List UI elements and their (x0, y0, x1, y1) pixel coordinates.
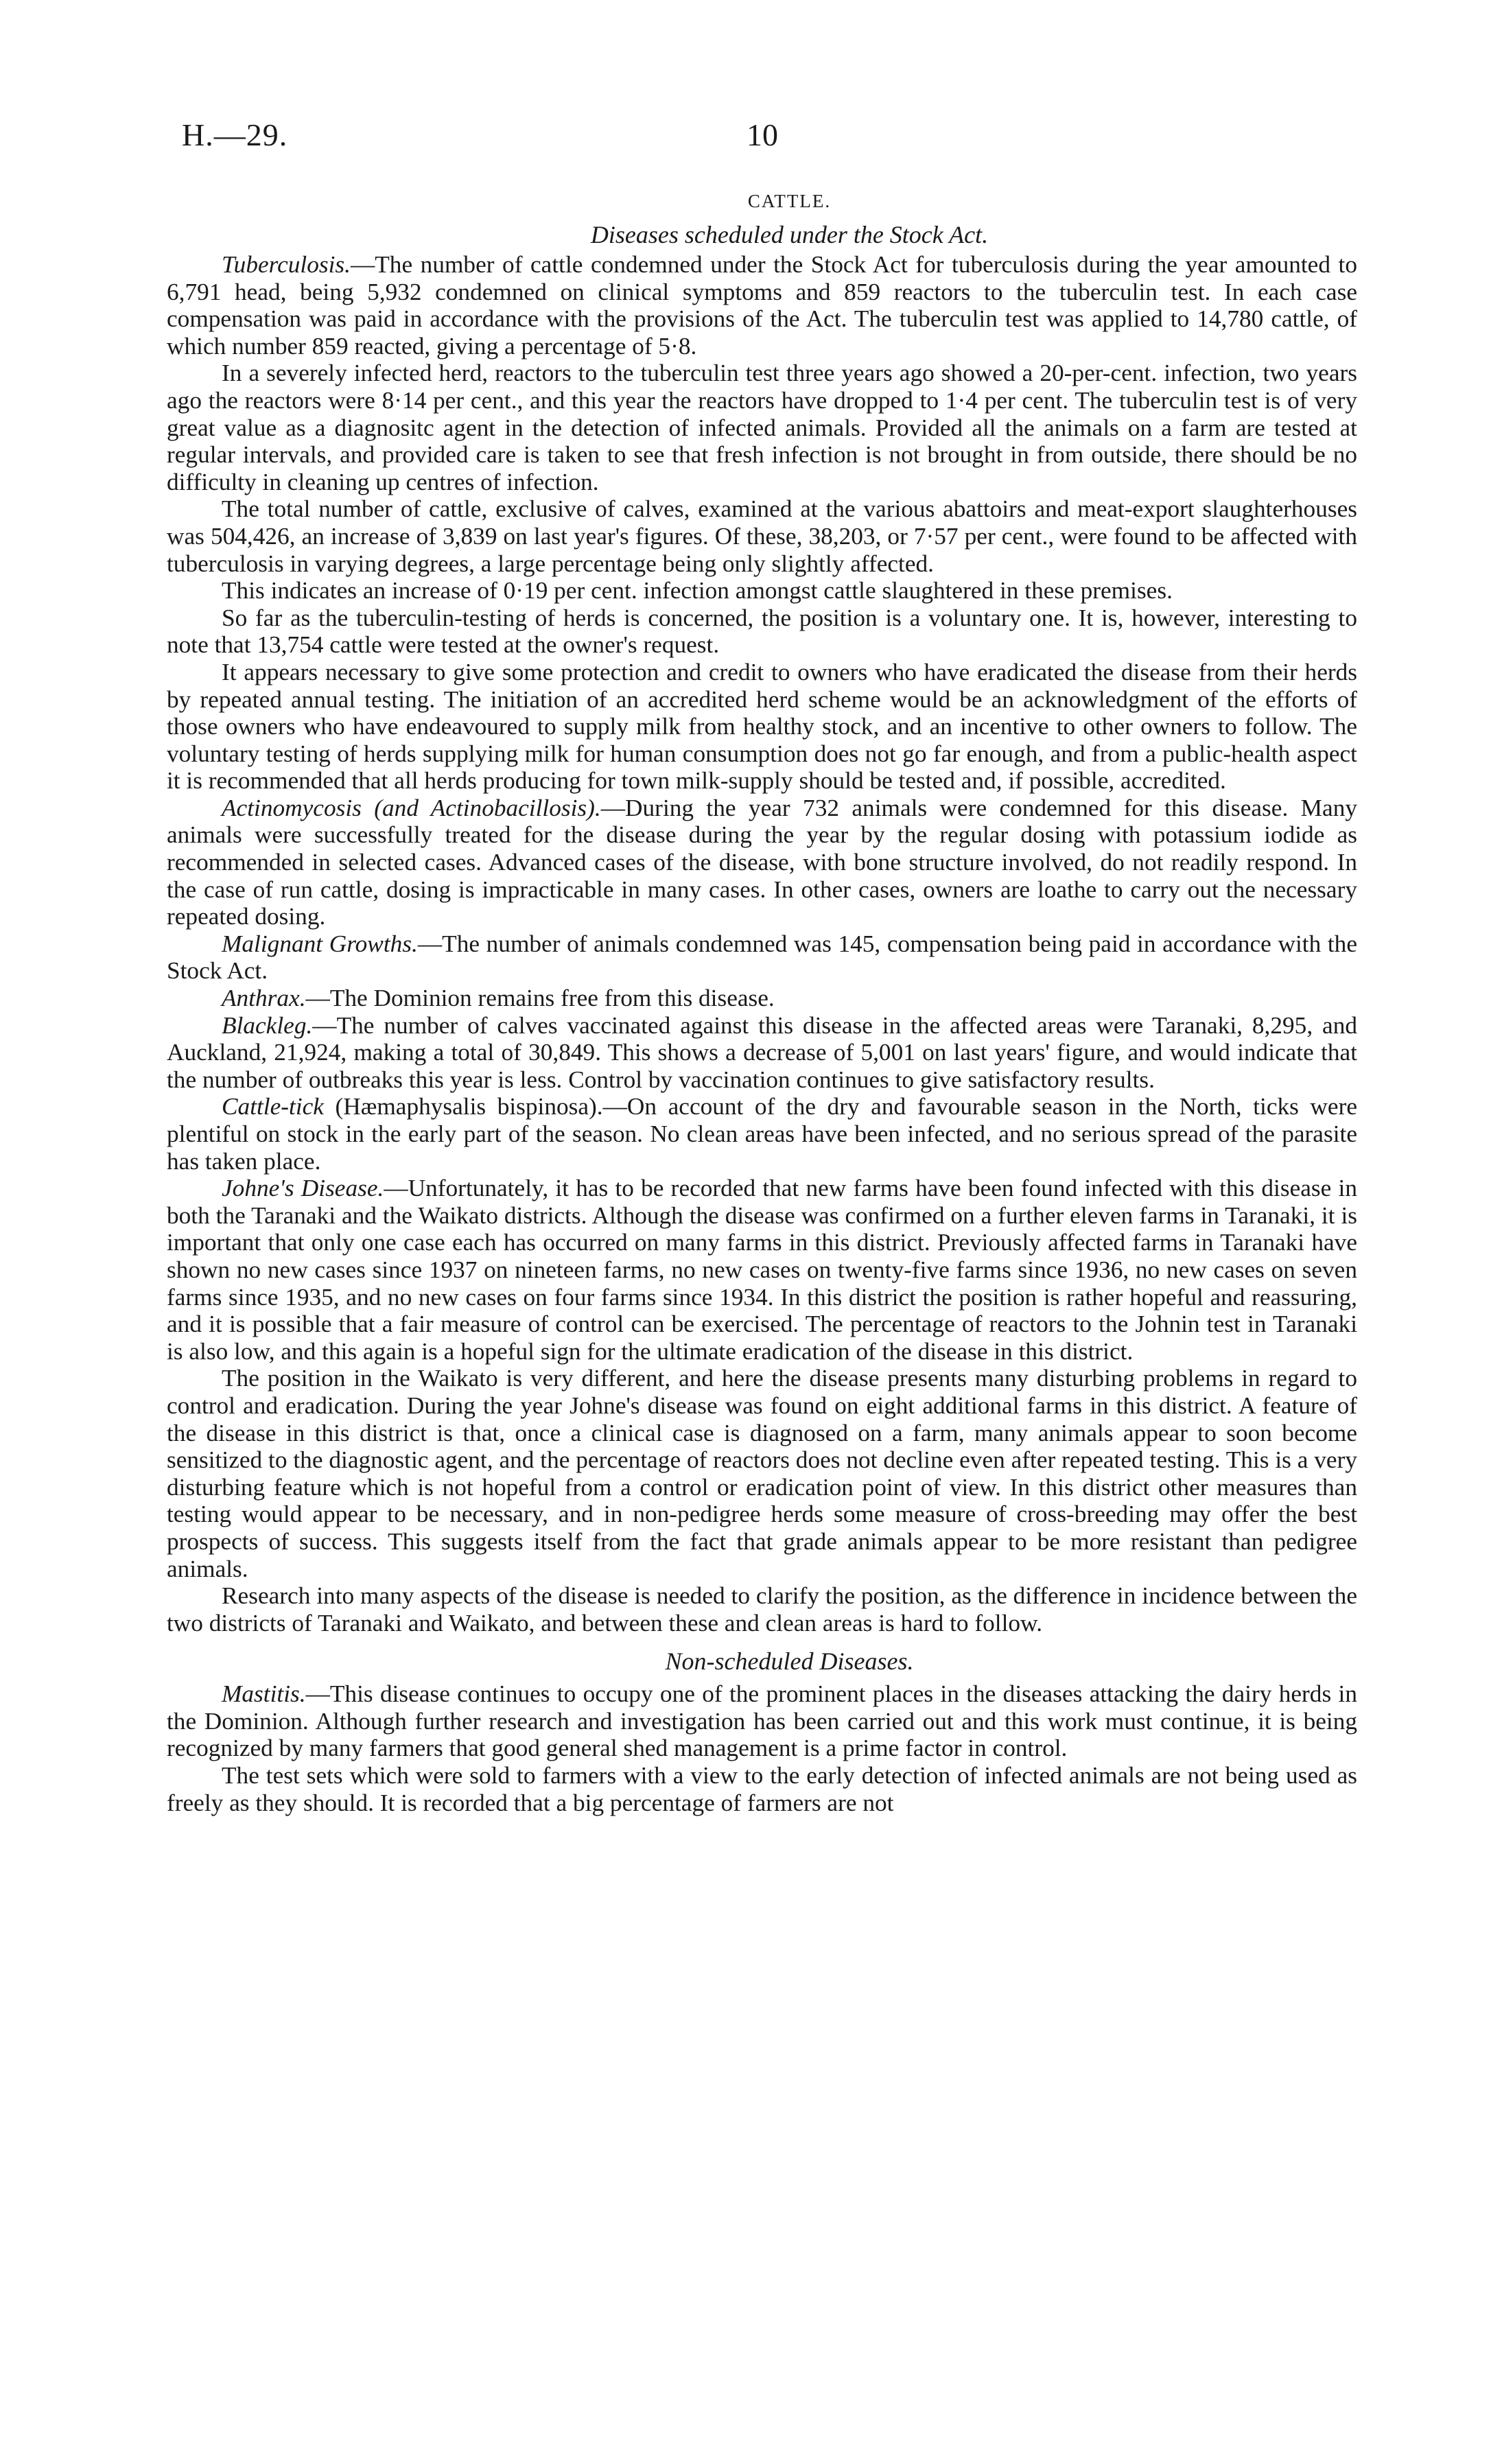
paragraph (167, 577, 1357, 605)
paragraph-lead: Mastitis. (222, 1680, 306, 1708)
paragraph (167, 1175, 1357, 1365)
paragraph-text: The total number of cattle, exclusive of calves, examined at the various abattoirs and meat-export slaughterhouses was 504,426, an increase of 3,839 on last year's figures. Of these, 38,203, or 7·57 per cent., were found to be affected with tuberculosis in varying degrees, a large percentage being only slightly affected. (167, 495, 1357, 577)
section-subtitle-non-scheduled: Non-scheduled Diseases. (665, 1647, 914, 1676)
paragraph-lead: Johne's Disease. (222, 1175, 384, 1202)
paragraph-text: So far as the tuberculin-testing of herds is concerned, the position is a voluntary one. It is, however, interesting to note that 13,754 cattle were tested at the owner's request. (167, 604, 1357, 659)
paragraph (167, 605, 1357, 659)
paragraph (167, 1012, 1357, 1094)
paragraph (167, 659, 1357, 795)
paragraph-text: —The number of calves vaccinated against this disease in the affected areas were Taranaki, 8,295, and Auckland, 21,924, making a total of 30,849. This shows a decrease of 5,001 on last years' figure, and would indicate that the number of outbreaks this year is less. Control by vaccination continues to give satisfactory results. (167, 1011, 1357, 1093)
paragraph (167, 360, 1357, 495)
paragraph (167, 1680, 1357, 1762)
paragraph-text: —The number of cattle condemned under the Stock Act for tuberculosis during the year amounted to 6,791 head, being 5,932 condemned on clinical symptoms and 859 reactors to the tuberculin test. In each case compensation was paid in accordance with the provisions of the Act. The tuberculin test was applied to 14,780 cattle, of which number 859 reacted, giving a percentage of 5·8. (167, 251, 1357, 360)
paragraph-lead: Blackleg. (222, 1011, 313, 1039)
report-reference: H.—29. (182, 117, 288, 152)
paragraph-text: It appears necessary to give some protection and credit to owners who have eradicated the disease from their herds by repeated annual testing. The initiation of an accredited herd scheme would be an acknowledgment of the efforts of those owners who have endeavoured to supply milk from healthy stock, and an incentive to other owners to follow. The voluntary testing of herds supplying milk for human consumption does not go far enough, and from a public-health aspect it is recommended that all herds producing for town milk-supply should be tested and, if possible, accredited. (167, 658, 1357, 795)
paragraph (167, 251, 1357, 360)
paragraph (167, 495, 1357, 577)
paragraph (167, 795, 1357, 930)
paragraph-text: —Unfortunately, it has to be recorded that new farms have been found infected with this disease in both the Taranaki and the Waikato districts. Although the disease was confirmed on a further eleven farms in Taranaki, it is important that only one case each has occurred on many farms in this district. Previously affected farms in Taranaki have shown no new cases since 1937 on nineteen farms, no new cases on twenty-five farms since 1936, no new cases on seven farms since 1935, and no new cases on four farms since 1934. In this district the position is rather hopeful and reassuring, and it is possible that a fair measure of control can be exercised. The percentage of reactors to the Johnin test in Taranaki is also low, and this again is a hopeful sign for the ultimate eradication of the disease in this district. (167, 1175, 1357, 1365)
paragraph-text: —During the year 732 animals were condemned for this disease. Many animals were successfully treated for the disease during the year by the regular dosing with potassium iodide as recommended in selected cases. Advanced cases of the disease, with bone structure involved, do not readily respond. In the case of run cattle, dosing is impracticable in many cases. In other cases, owners are loathe to carry out the necessary repeated dosing. (167, 794, 1357, 930)
paragraph-lead: Anthrax. (222, 985, 306, 1012)
paragraph (167, 1093, 1357, 1175)
body-text (167, 184, 1357, 1816)
paragraph-lead: Actinomycosis (and Actinobacillosis). (222, 794, 601, 821)
paragraph-lead: Malignant Growths. (222, 930, 418, 957)
paragraph (167, 1762, 1357, 1816)
paragraph-text: —This disease continues to occupy one of the prominent places in the diseases attacking the dairy herds in the Dominion. Although further research and investigation has been carried out and this work must continue, it is being recognized by many farmers that good general shed management is a prime factor in control. (167, 1680, 1357, 1762)
paragraph-text: —The number of animals condemned was 145, compensation being paid in accordance with the Stock Act. (167, 930, 1357, 985)
paragraph-list (167, 251, 1357, 1636)
section-subtitle: Diseases scheduled under the Stock Act. (590, 221, 989, 248)
paragraph-text: In a severely infected herd, reactors to the tuberculin test three years ago showed a 20-per-cent. infection, two years ago the reactors were 8·14 per cent., and this year the reactors have dropped to 1·4 per cent. The tuberculin test is of very great value as a diagnositc agent in the detection of infected animals. Provided all the animals on a farm are tested at regular intervals, and provided care is taken to see that fresh infection is not brought in from outside, there should be no difficulty in cleaning up centres of infection. (167, 360, 1357, 495)
paragraph-list-2 (167, 1680, 1357, 1816)
paragraph (167, 985, 1357, 1012)
paragraph-text: The position in the Waikato is very different, and here the disease presents many disturbing problems in regard to control and eradication. During the year Johne's disease was found on eight additional farms in this district. A feature of the disease in this district is that, once a clinical case is diagnosed on a farm, many animals appear to soon become sensitized to the diagnostic agent, and the percentage of reactors does not decline even after repeated testing. This is a very disturbing feature which is not hopeful from a control or eradication point of view. In this district other measures than testing would appear to be necessary, and in non-pedigree herds some measure of cross-breeding may offer the best prospects of success. This suggests itself from the fact that grade animals appear to be more resistant than pedigree animals. (167, 1365, 1357, 1582)
paragraph (167, 1365, 1357, 1582)
paragraph-text: —The Dominion remains free from this disease. (305, 985, 775, 1012)
paragraph-text: (Hæmaphysalis bispinosa).—On account of the dry and favourable season in the North, ticks were plentiful on stock in the early part of the season. No clean areas have been infected, and no serious spread of the parasite has taken place. (167, 1093, 1357, 1175)
paragraph-lead: Cattle-tick (222, 1093, 324, 1120)
paragraph (167, 1582, 1357, 1636)
paragraph-text: The test sets which were sold to farmers with a view to the early detection of infected animals are not being used as freely as they should. It is recorded that a big percentage of farmers are not (167, 1762, 1357, 1816)
paragraph-text: This indicates an increase of 0·19 per cent. infection amongst cattle slaughtered in these premises. (222, 577, 1173, 605)
page-number: 10 (747, 117, 778, 152)
paragraph (167, 930, 1357, 985)
paragraph-text: Research into many aspects of the disease is needed to clarify the position, as the difference in incidence between the two districts of Taranaki and Waikato, and between these and clean areas is hard to follow. (167, 1582, 1357, 1636)
section-title: CATTLE. (747, 191, 832, 211)
paragraph-lead: Tuberculosis. (222, 251, 351, 278)
